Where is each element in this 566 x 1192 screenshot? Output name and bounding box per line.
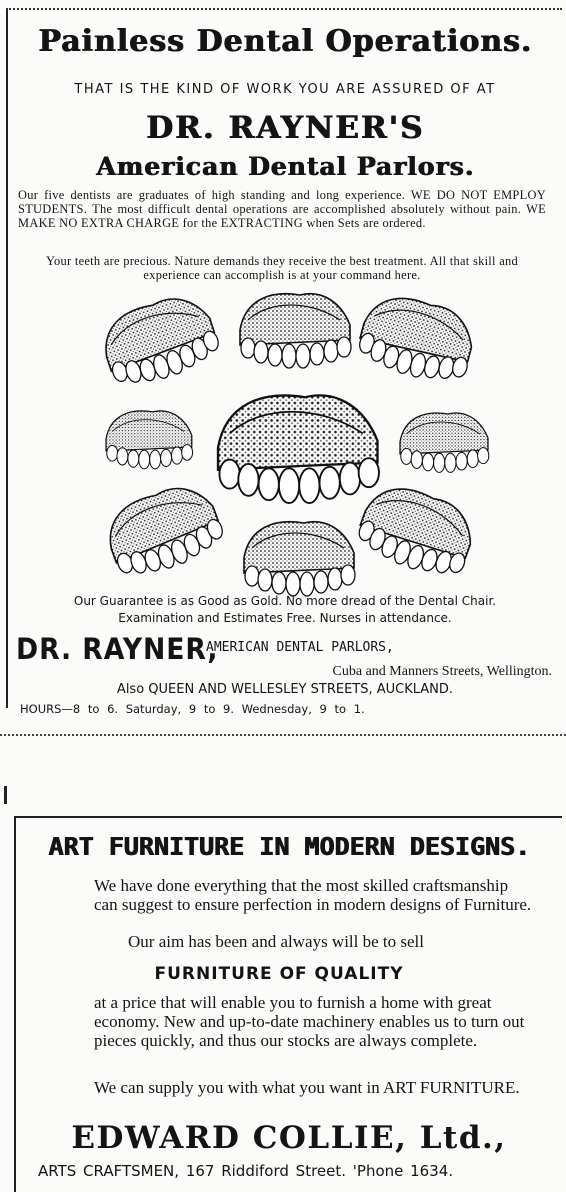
furniture-headline: ART FURNITURE IN MODERN DESIGNS. — [48, 832, 530, 861]
column-divider — [0, 734, 566, 758]
denture-9 — [352, 477, 482, 585]
guarantee-line-2: Examination and Estimates Free. Nurses in attendance. — [118, 611, 452, 625]
dental-paragraph-1: Our five dentists are graduates of high standing and long experience. WE DO NOT EMPLOY STUDENTS. The most difficult dental operations are accomplished absolutely without pain. WE MAKE NO EXTRA CHARGE for the EXTRACTING when Sets are ordered. — [18, 188, 546, 230]
furniture-paragraph-1: We have done everything that the most skilled craftsmanship can suggest to ensure perfection in modern designs of Furniture. — [94, 876, 532, 914]
denture-6 — [400, 413, 489, 472]
furniture-advertisement — [14, 816, 562, 1192]
company-name: EDWARD COLLIE, Ltd., — [71, 1120, 507, 1156]
denture-8 — [244, 522, 355, 596]
denture-2 — [240, 294, 351, 368]
divider-mark — [4, 786, 7, 804]
office-hours: HOURS—8 to 6. Saturday, 9 to 9. Wednesday, 9 to 1. — [20, 702, 365, 716]
dental-paragraph-2: Your teeth are precious. Nature demands they receive the best treatment. All that skill and experience can accomplish is at your command here. — [46, 254, 518, 282]
dental-advertisement — [6, 8, 562, 716]
address-auckland: Also QUEEN AND WELLESLEY STREETS, AUCKLAND. — [116, 682, 454, 697]
dentures-illustration — [100, 290, 500, 600]
denture-5 — [218, 395, 379, 503]
signature-business: AMERICAN DENTAL PARLORS, — [206, 640, 394, 655]
company-footer: ARTS CRAFTSMEN, 167 Riddiford Street. 'Phone 1634. — [38, 1162, 454, 1180]
denture-7 — [100, 477, 229, 585]
denture-1 — [100, 290, 224, 393]
signature-name: DR. RAYNER, — [16, 632, 219, 666]
denture-4 — [106, 411, 193, 469]
guarantee-line-1: Our Guarantee is as Good as Gold. No more dread of the Dental Chair. — [73, 594, 497, 608]
furniture-paragraph-2: Our aim has been and always will be to sell — [128, 932, 425, 951]
doctor-name: DR. RAYNER'S — [145, 110, 425, 146]
guarantee-text — [8, 593, 562, 627]
furniture-paragraph-4: We can supply you with what you want in ART FURNITURE. — [94, 1078, 520, 1097]
parlors-name: American Dental Parlors. — [95, 152, 475, 181]
furniture-paragraph-3: at a price that will enable you to furnish a home with great economy. New and up-to-date machinery enables us to turn out pieces quickly, and thus our stocks are always complete. — [94, 993, 525, 1050]
denture-3 — [354, 290, 480, 389]
dental-subheadline: THAT IS THE KIND OF WORK YOU ARE ASSURED OF AT — [74, 82, 496, 97]
address-wellington: Cuba and Manners Streets, Wellington. — [332, 664, 552, 679]
furniture-emphasis: FURNITURE OF QUALITY — [154, 964, 404, 984]
dental-headline: Painless Dental Operations. — [37, 24, 532, 59]
